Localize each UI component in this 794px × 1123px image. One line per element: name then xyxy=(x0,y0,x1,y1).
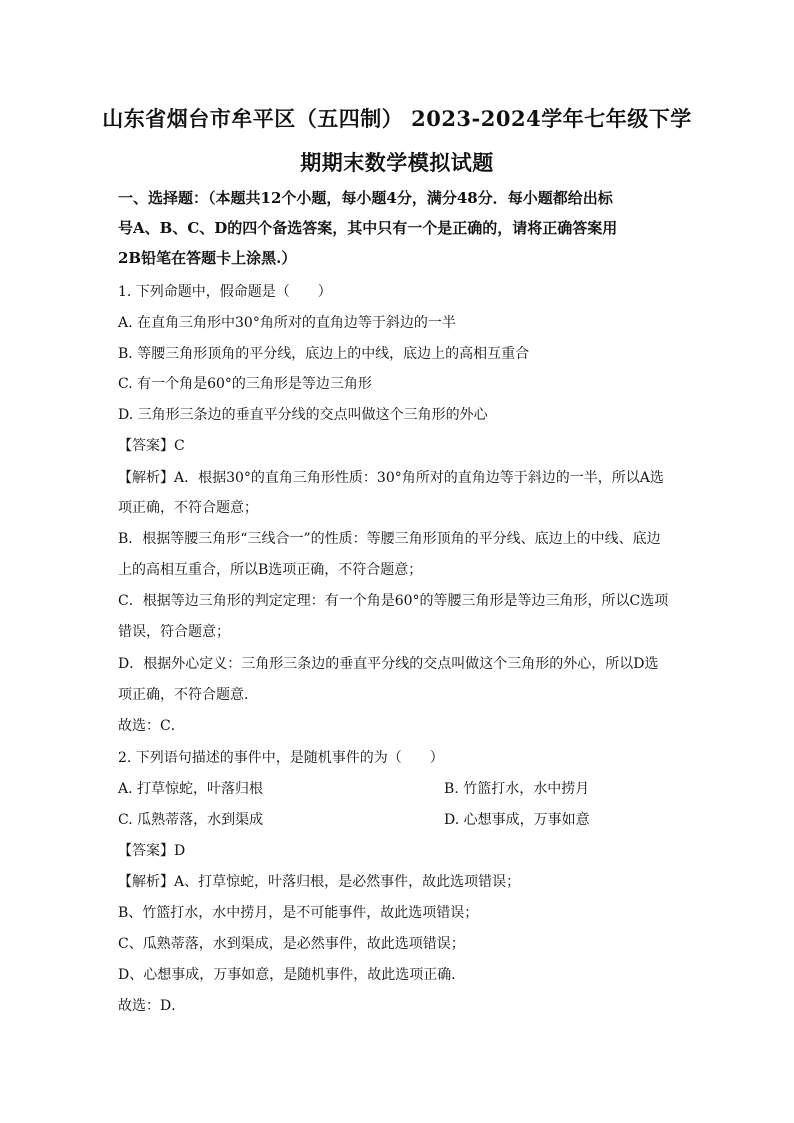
question-2-analysis-line: C、瓜熟蒂落，水到渠成，是必然事件，故此选项错误； xyxy=(118,936,465,952)
question-2-answer: 【答案】D xyxy=(118,843,186,859)
question-2-stem: 2. 下列语句描述的事件中，是随机事件的为（ ） xyxy=(118,750,444,766)
section-heading-line-2: 号A、B、C、D的四个备选答案，其中只有一个是正确的，请将正确答案用 xyxy=(118,219,618,237)
question-2-analysis-line: 故选：D． xyxy=(118,998,186,1014)
question-2-analysis-line: 【解析】A、打草惊蛇，叶落归根，是必然事件，故此选项错误； xyxy=(118,874,521,890)
question-1-analysis-line: 【解析】A．根据30°的直角三角形性质：30°角所对的直角边等于斜边的一半，所以A选 xyxy=(118,470,664,486)
page-title-line-1: 山东省烟台市牟平区（五四制） 2023-2024学年七年级下学 xyxy=(102,106,692,131)
question-1-stem: 1. 下列命题中，假命题是（ ） xyxy=(118,284,332,300)
question-2-option-b: B. 竹篮打水，水中捞月 xyxy=(444,781,590,797)
question-1-analysis-line: B．根据等腰三角形“三线合一”的性质：等腰三角形顶角的平分线、底边上的中线、底边 xyxy=(118,531,661,547)
question-1-analysis-line: 项正确，不符合题意． xyxy=(118,687,258,703)
question-1-analysis-line: 项正确，不符合题意； xyxy=(118,500,258,516)
question-2-option-a: A. 打草惊蛇，叶落归根 xyxy=(118,781,264,797)
question-1-answer: 【答案】C xyxy=(118,438,185,454)
question-1-option-a: A. 在直角三角形中30°角所对的直角边等于斜边的一半 xyxy=(118,315,456,331)
question-1-option-d: D. 三角形三条边的垂直平分线的交点叫做这个三角形的外心 xyxy=(118,407,488,423)
question-1-analysis-line: C．根据等边三角形的判定定理：有一个角是60°的等腰三角形是等边三角形，所以C选项 xyxy=(118,593,669,609)
question-1-analysis-line: 上的高相互重合，所以B选项正确，不符合题意； xyxy=(118,562,423,578)
question-1-option-b: B. 等腰三角形顶角的平分线，底边上的中线，底边上的高相互重合 xyxy=(118,346,530,362)
section-heading-line-1: 一、选择题：（本题共12个小题，每小题4分，满分48分．每小题都给出标 xyxy=(118,189,613,207)
question-2-analysis-line: B、竹篮打水，水中捞月，是不可能事件，故此选项错误； xyxy=(118,905,479,921)
question-1-analysis-line: 错误，符合题意； xyxy=(118,624,230,640)
question-2-option-c: C. 瓜熟蒂落，水到渠成 xyxy=(118,812,264,828)
question-2-option-d: D. 心想事成，万事如意 xyxy=(444,812,590,828)
page-title-line-2: 期期末数学模拟试题 xyxy=(300,150,494,175)
question-1-analysis-line: 故选：C． xyxy=(118,718,185,734)
question-1-option-c: C. 有一个角是60°的三角形是等边三角形 xyxy=(118,376,372,392)
section-heading-line-3: 2B铅笔在答题卡上涂黑.） xyxy=(118,249,297,267)
question-2-analysis-line: D、心想事成，万事如意，是随机事件，故此选项正确． xyxy=(118,967,466,983)
question-1-analysis-line: D．根据外心定义：三角形三条边的垂直平分线的交点叫做这个三角形的外心，所以D选 xyxy=(118,656,659,672)
